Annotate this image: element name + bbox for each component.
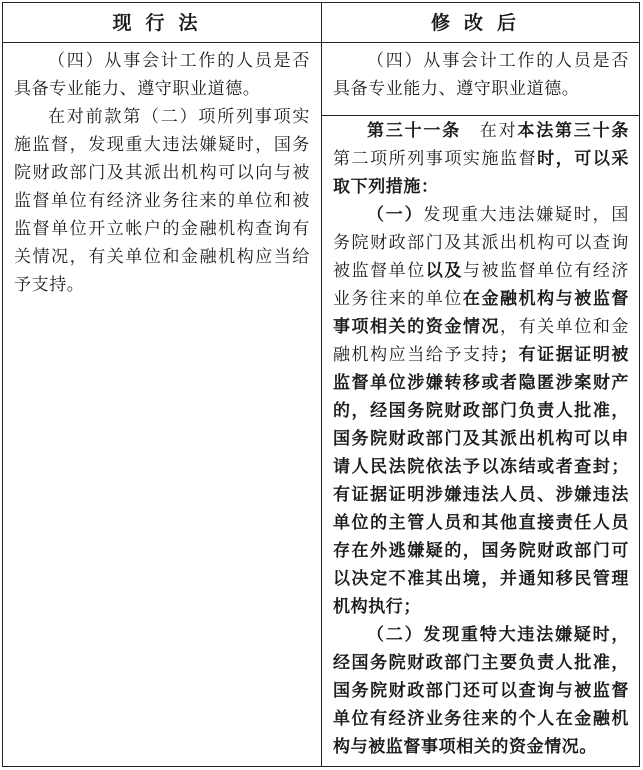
article-text-1: 在对 [461, 121, 518, 141]
item-1-text-3: 与被监督单位有经济业务往来的单位 [333, 261, 629, 309]
amended-item-4: （四）从事会计工作的人员是否具备专业能力、遵守职业道德。 [333, 51, 629, 99]
current-law-paragraph: 在对前款第（二）项所列事项实施监督，发现重大违法嫌疑时，国务院财政部门及其派出机构可以向与被监督单位有经济业务往来的单位和被监督单位开立帐户的金融机构查询有关情况，有关单位和金融机构应当给予支持。 [14, 107, 310, 295]
header-current-law: 现行法 [112, 12, 212, 34]
amended-item-4-cell [333, 47, 629, 103]
article-31-intro [333, 117, 629, 201]
right-row-divider [322, 115, 639, 116]
amended-article-cell [333, 117, 629, 761]
article-ref: 本法第三十条 [517, 121, 629, 141]
article-31-item-2: （二）发现重特大违法嫌疑时，经国务院财政部门主要负责人批准，国务院财政部门还可以查询与被监督单位有经济业务往来的个人在金融机构与被监督事项相关的资金情况。 [333, 625, 629, 757]
article-31-item-1 [333, 201, 629, 621]
item-1-text-4: 在金融机构与被监督事项相关的资金情况 [333, 289, 629, 337]
current-law-item-4: （四）从事会计工作的人员是否具备专业能力、遵守职业道德。 [14, 51, 310, 99]
column-divider [321, 3, 322, 766]
header-amended: 修改后 [430, 12, 530, 34]
item-1-text-2: 以及 [425, 261, 463, 281]
item-1-text-5: ，有关单位和金融机构应当给予支持 [333, 317, 630, 365]
article-text-2: 第二项所列事项实施监督 [333, 149, 538, 169]
article-number: 第三十一条 [367, 121, 461, 141]
item-1-text-1: 发现重大违法嫌疑时，国务院财政部门及其派出机构可以查询被监督单位 [333, 205, 629, 281]
current-law-cell [14, 47, 310, 299]
item-1-text-6: ；有证据证明被监督单位涉嫌转移或者隐匿涉案财产的，经国务院财政部门负责人批准，国务院财政部门及其派出机构可以申请人民法院依法予以冻结或者查封；有证据证明涉嫌违法人员、涉嫌违法单位的主管人员和其他直接责任人员存在外逃嫌疑的，国务院财政部门可以决定不准其出境，并通知移民管理机构执行； [333, 345, 630, 617]
item-1-marker: （一） [367, 205, 424, 225]
article-text-3: 时，可以采取下列措施： [333, 149, 629, 197]
